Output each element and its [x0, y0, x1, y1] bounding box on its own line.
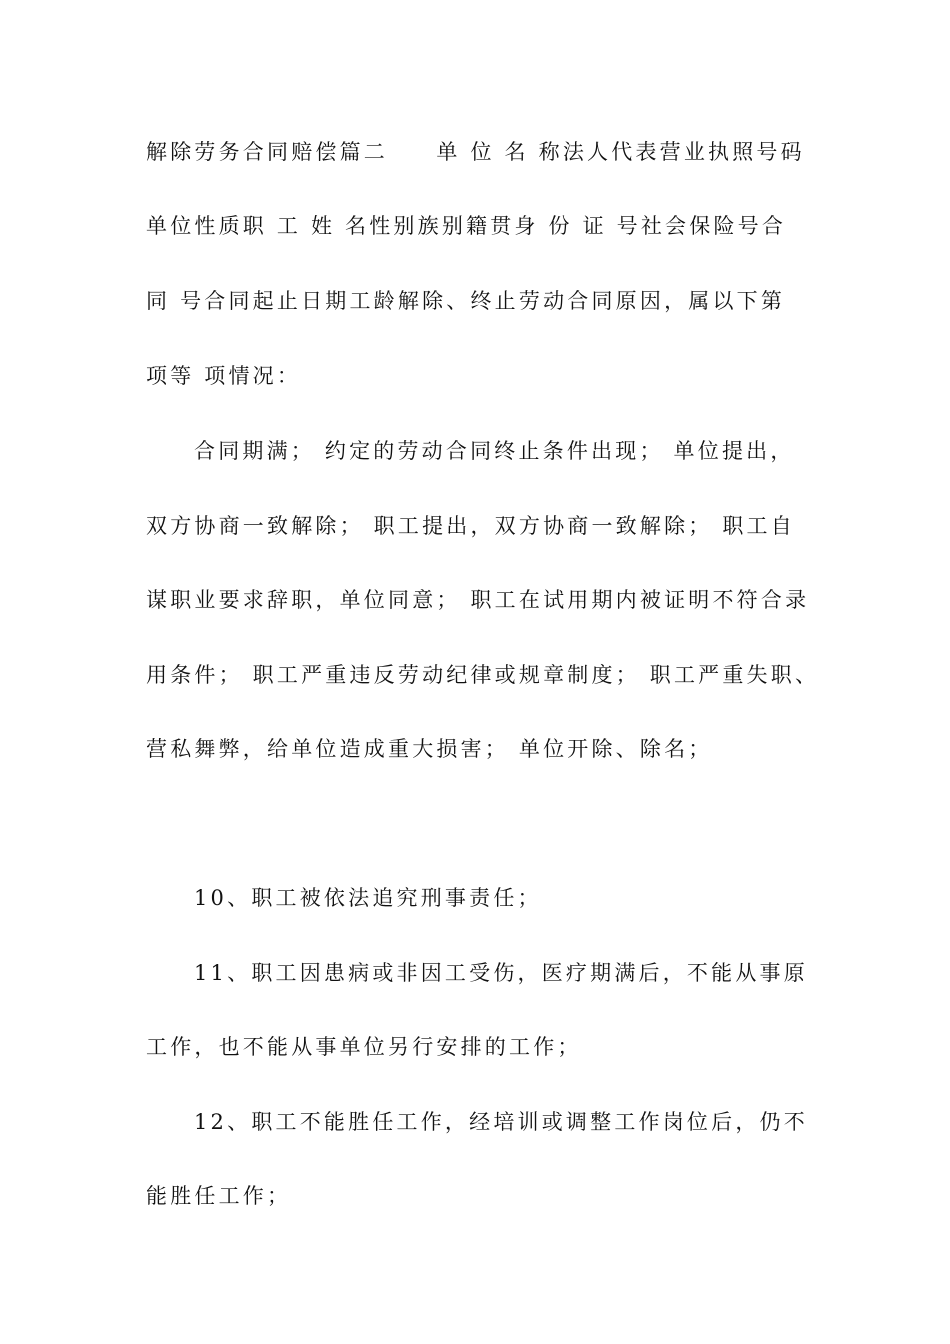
paragraph-5-line-1: 12、职工不能胜任工作，经培训或调整工作岗位后，仍不: [194, 1110, 808, 1134]
paragraph-3-line-1: 10、职工被依法追究刑事责任；: [194, 886, 542, 910]
paragraph-5-line-2: 能胜任工作；: [146, 1184, 292, 1208]
paragraph-2-line-2: 双方协商一致解除； 职工提出，双方协商一致解除； 职工自: [146, 514, 795, 538]
paragraph-1-line-2: 单位性质职 工 姓 名性别族别籍贯身 份 证 号社会保险号合: [146, 214, 787, 238]
paragraph-2-line-4: 用条件； 职工严重违反劳动纪律或规章制度； 职工严重失职、: [146, 663, 820, 687]
paragraph-1-line-3: 同 号合同起止日期工龄解除、终止劳动合同原因，属以下第: [146, 289, 786, 313]
paragraph-4-line-2: 工作，也不能从事单位另行安排的工作；: [146, 1035, 582, 1059]
paragraph-1-line-4: 项等 项情况：: [146, 364, 302, 388]
paragraph-4-line-1: 11、职工因患病或非因工受伤，医疗期满后，不能从事原: [194, 961, 808, 985]
paragraph-2-line-5: 营私舞弊，给单位造成重大损害； 单位开除、除名；: [146, 737, 713, 761]
paragraph-2-line-1: 合同期满； 约定的劳动合同终止条件出现； 单位提出，: [194, 439, 795, 463]
paragraph-1-line-1: 解除劳务合同赔偿篇二 单 位 名 称法人代表营业执照号码: [146, 140, 805, 164]
paragraph-2-line-3: 谋职业要求辞职，单位同意； 职工在试用期内被证明不符合录: [146, 588, 810, 612]
